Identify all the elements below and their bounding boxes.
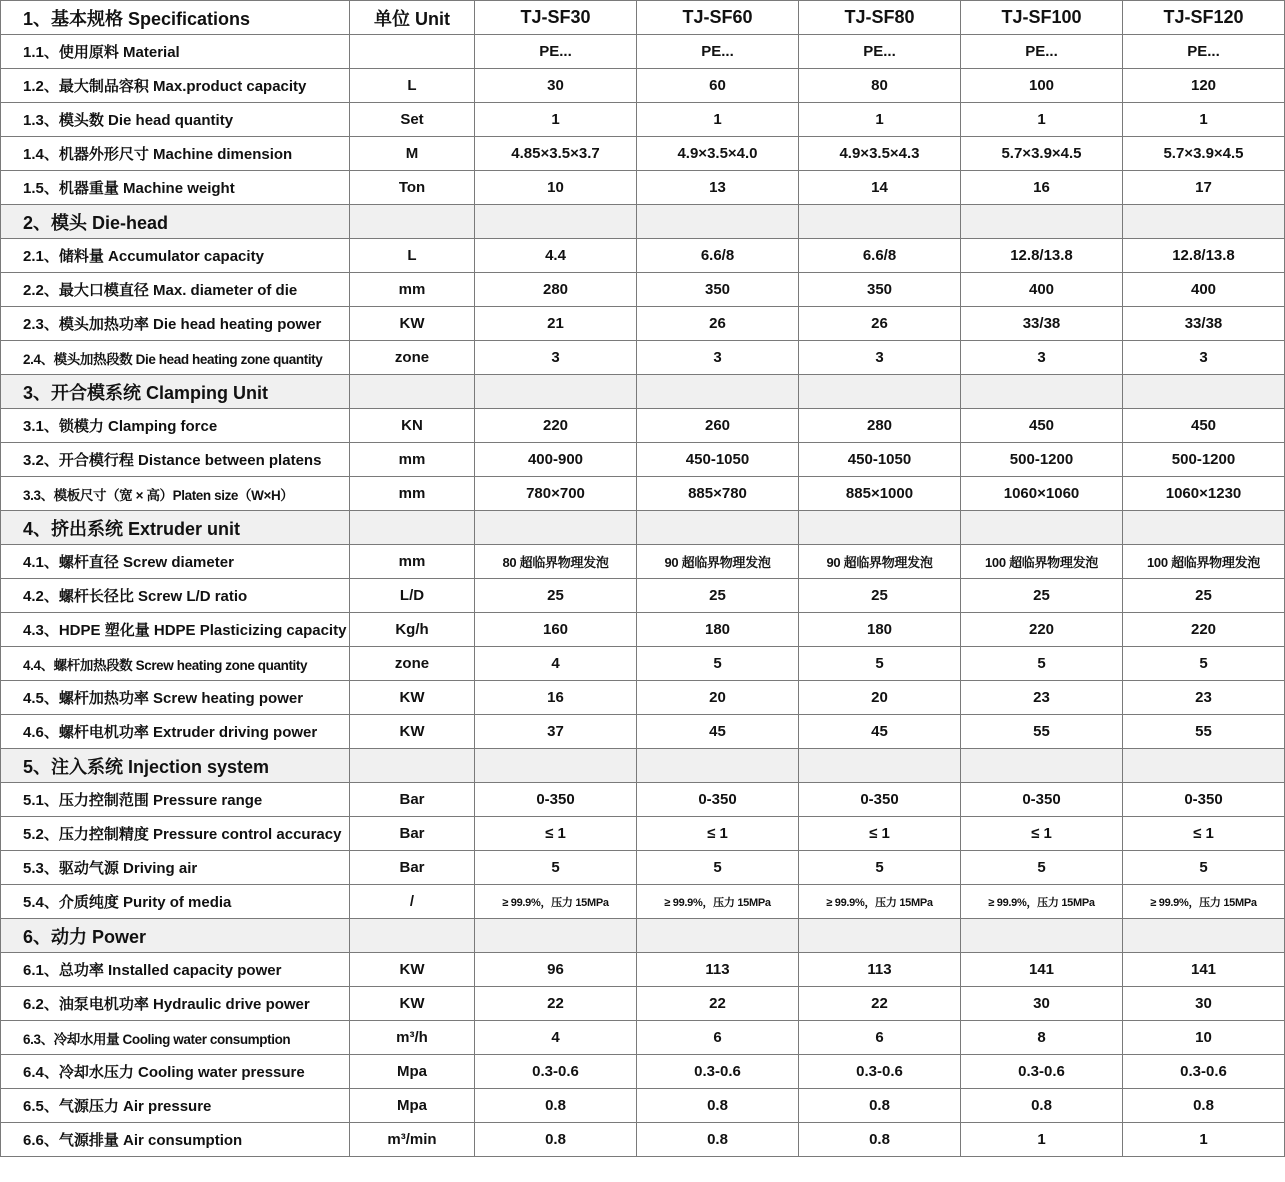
section-title: 3、开合模系统 Clamping Unit xyxy=(1,375,350,409)
section-empty-cell xyxy=(475,919,637,953)
value-cell: 1 xyxy=(1123,1123,1285,1157)
value-cell: ≤ 1 xyxy=(1123,817,1285,851)
section-empty-cell xyxy=(350,749,475,783)
value-cell: 1 xyxy=(799,103,961,137)
unit-cell: KW xyxy=(350,953,475,987)
value-cell: 100 超临界物理发泡 xyxy=(1123,545,1285,579)
value-cell: 220 xyxy=(475,409,637,443)
unit-cell: zone xyxy=(350,341,475,375)
value-cell: 55 xyxy=(1123,715,1285,749)
table-row xyxy=(1,35,1285,69)
value-cell: 400 xyxy=(961,273,1123,307)
value-cell: 885×1000 xyxy=(799,477,961,511)
unit-cell: Mpa xyxy=(350,1055,475,1089)
spec-label: 2.2、最大口模直径 Max. diameter of die xyxy=(1,273,350,307)
value-cell: 780×700 xyxy=(475,477,637,511)
value-cell: 90 超临界物理发泡 xyxy=(799,545,961,579)
spec-label: 1.3、模头数 Die head quantity xyxy=(1,103,350,137)
table-row xyxy=(1,783,1285,817)
table-row xyxy=(1,647,1285,681)
value-cell: 500-1200 xyxy=(961,443,1123,477)
value-cell: 55 xyxy=(961,715,1123,749)
section-empty-cell xyxy=(637,375,799,409)
value-cell: ≥ 99.9%，压力 15MPa xyxy=(799,885,961,919)
table-row xyxy=(1,273,1285,307)
value-cell: 0.3-0.6 xyxy=(1123,1055,1285,1089)
section-title: 6、动力 Power xyxy=(1,919,350,953)
value-cell: 450 xyxy=(961,409,1123,443)
spec-label: 5.2、压力控制精度 Pressure control accuracy xyxy=(1,817,350,851)
header-row xyxy=(1,1,1285,35)
section-header-row xyxy=(1,511,1285,545)
unit-cell: M xyxy=(350,137,475,171)
section-empty-cell xyxy=(961,375,1123,409)
unit-cell: Ton xyxy=(350,171,475,205)
section-header-row xyxy=(1,205,1285,239)
value-cell: 1 xyxy=(637,103,799,137)
section-header-row xyxy=(1,375,1285,409)
table-row xyxy=(1,477,1285,511)
section-title: 5、注入系统 Injection system xyxy=(1,749,350,783)
value-cell: 5 xyxy=(1123,851,1285,885)
unit-cell: m³/min xyxy=(350,1123,475,1157)
table-row xyxy=(1,715,1285,749)
table-row xyxy=(1,307,1285,341)
section-empty-cell xyxy=(799,511,961,545)
table-row xyxy=(1,1123,1285,1157)
value-cell: 3 xyxy=(637,341,799,375)
value-cell: 0-350 xyxy=(475,783,637,817)
value-cell: 0.8 xyxy=(799,1089,961,1123)
table-row xyxy=(1,1089,1285,1123)
value-cell: 220 xyxy=(961,613,1123,647)
table-row xyxy=(1,681,1285,715)
value-cell: 21 xyxy=(475,307,637,341)
table-row xyxy=(1,137,1285,171)
unit-cell: Set xyxy=(350,103,475,137)
value-cell: 30 xyxy=(1123,987,1285,1021)
model-header: TJ-SF100 xyxy=(961,1,1123,35)
value-cell: 1060×1060 xyxy=(961,477,1123,511)
value-cell: 23 xyxy=(961,681,1123,715)
section-empty-cell xyxy=(475,749,637,783)
value-cell: 4.4 xyxy=(475,239,637,273)
value-cell: 400 xyxy=(1123,273,1285,307)
value-cell: 1 xyxy=(961,103,1123,137)
spec-label: 3.1、锁模力 Clamping force xyxy=(1,409,350,443)
section-empty-cell xyxy=(637,511,799,545)
value-cell: 160 xyxy=(475,613,637,647)
section-empty-cell xyxy=(799,749,961,783)
section-empty-cell xyxy=(799,375,961,409)
value-cell: 180 xyxy=(799,613,961,647)
value-cell: 96 xyxy=(475,953,637,987)
value-cell: 25 xyxy=(799,579,961,613)
value-cell: 45 xyxy=(637,715,799,749)
value-cell: 100 超临界物理发泡 xyxy=(961,545,1123,579)
value-cell: 141 xyxy=(1123,953,1285,987)
value-cell: 3 xyxy=(799,341,961,375)
value-cell: 5 xyxy=(637,851,799,885)
value-cell: PE... xyxy=(475,35,637,69)
value-cell: 0.3-0.6 xyxy=(637,1055,799,1089)
value-cell: ≤ 1 xyxy=(637,817,799,851)
value-cell: PE... xyxy=(799,35,961,69)
value-cell: 12.8/13.8 xyxy=(1123,239,1285,273)
table-row xyxy=(1,69,1285,103)
value-cell: 280 xyxy=(799,409,961,443)
unit-cell: L/D xyxy=(350,579,475,613)
value-cell: 260 xyxy=(637,409,799,443)
unit-column-header: 单位 Unit xyxy=(350,1,475,35)
unit-cell: KW xyxy=(350,987,475,1021)
spec-label: 4.4、螺杆加热段数 Screw heating zone quantity xyxy=(1,647,350,681)
section-empty-cell xyxy=(350,205,475,239)
table-row xyxy=(1,409,1285,443)
section-empty-cell xyxy=(799,205,961,239)
value-cell: 45 xyxy=(799,715,961,749)
table-row xyxy=(1,579,1285,613)
section-empty-cell xyxy=(799,919,961,953)
table-row xyxy=(1,239,1285,273)
section-title: 4、挤出系统 Extruder unit xyxy=(1,511,350,545)
section-title-specifications: 1、基本规格 Specifications xyxy=(1,1,350,35)
value-cell: 1 xyxy=(1123,103,1285,137)
value-cell: 10 xyxy=(475,171,637,205)
model-header: TJ-SF80 xyxy=(799,1,961,35)
value-cell: 350 xyxy=(637,273,799,307)
section-empty-cell xyxy=(961,511,1123,545)
value-cell: 25 xyxy=(961,579,1123,613)
value-cell: 0-350 xyxy=(799,783,961,817)
value-cell: 113 xyxy=(799,953,961,987)
section-title: 2、模头 Die-head xyxy=(1,205,350,239)
value-cell: 22 xyxy=(475,987,637,1021)
value-cell: 0.8 xyxy=(1123,1089,1285,1123)
value-cell: 100 xyxy=(961,69,1123,103)
model-header: TJ-SF120 xyxy=(1123,1,1285,35)
value-cell: 280 xyxy=(475,273,637,307)
section-header-row xyxy=(1,749,1285,783)
value-cell: 60 xyxy=(637,69,799,103)
unit-cell: KN xyxy=(350,409,475,443)
unit-cell: Bar xyxy=(350,851,475,885)
spec-label: 2.1、储料量 Accumulator capacity xyxy=(1,239,350,273)
value-cell: 1 xyxy=(475,103,637,137)
unit-cell: mm xyxy=(350,545,475,579)
value-cell: 5.7×3.9×4.5 xyxy=(961,137,1123,171)
value-cell: 0.8 xyxy=(475,1089,637,1123)
unit-cell: L xyxy=(350,69,475,103)
unit-cell: Kg/h xyxy=(350,613,475,647)
value-cell: 4.85×3.5×3.7 xyxy=(475,137,637,171)
section-empty-cell xyxy=(1123,511,1285,545)
value-cell: 450 xyxy=(1123,409,1285,443)
value-cell: 30 xyxy=(961,987,1123,1021)
value-cell: 0.3-0.6 xyxy=(961,1055,1123,1089)
spec-label: 1.4、机器外形尺寸 Machine dimension xyxy=(1,137,350,171)
value-cell: 5 xyxy=(637,647,799,681)
section-empty-cell xyxy=(350,919,475,953)
unit-cell xyxy=(350,35,475,69)
section-empty-cell xyxy=(961,919,1123,953)
value-cell: 14 xyxy=(799,171,961,205)
value-cell: 16 xyxy=(475,681,637,715)
spec-label: 6.4、冷却水压力 Cooling water pressure xyxy=(1,1055,350,1089)
value-cell: 16 xyxy=(961,171,1123,205)
spec-label: 4.5、螺杆加热功率 Screw heating power xyxy=(1,681,350,715)
value-cell: 25 xyxy=(637,579,799,613)
section-empty-cell xyxy=(1123,205,1285,239)
table-row xyxy=(1,171,1285,205)
section-empty-cell xyxy=(637,749,799,783)
spec-label: 1.2、最大制品容积 Max.product capacity xyxy=(1,69,350,103)
spec-label: 6.1、总功率 Installed capacity power xyxy=(1,953,350,987)
unit-cell: L xyxy=(350,239,475,273)
value-cell: 120 xyxy=(1123,69,1285,103)
spec-label: 1.1、使用原料 Material xyxy=(1,35,350,69)
section-empty-cell xyxy=(350,375,475,409)
section-empty-cell xyxy=(637,919,799,953)
value-cell: 141 xyxy=(961,953,1123,987)
value-cell: 350 xyxy=(799,273,961,307)
unit-cell: KW xyxy=(350,681,475,715)
value-cell: 885×780 xyxy=(637,477,799,511)
section-empty-cell xyxy=(1123,749,1285,783)
section-empty-cell xyxy=(475,205,637,239)
spec-label: 4.3、HDPE 塑化量 HDPE Plasticizing capacity xyxy=(1,613,350,647)
value-cell: ≥ 99.9%，压力 15MPa xyxy=(1123,885,1285,919)
section-empty-cell xyxy=(1123,375,1285,409)
table-row xyxy=(1,545,1285,579)
value-cell: 80 xyxy=(799,69,961,103)
value-cell: 0-350 xyxy=(1123,783,1285,817)
value-cell: ≥ 99.9%，压力 15MPa xyxy=(961,885,1123,919)
spec-label: 6.3、冷却水用量 Cooling water consumption xyxy=(1,1021,350,1055)
value-cell: 4 xyxy=(475,647,637,681)
value-cell: 5 xyxy=(961,647,1123,681)
table-row xyxy=(1,817,1285,851)
value-cell: 0.8 xyxy=(961,1089,1123,1123)
value-cell: 8 xyxy=(961,1021,1123,1055)
spec-label: 5.4、介质纯度 Purity of media xyxy=(1,885,350,919)
value-cell: 1 xyxy=(961,1123,1123,1157)
table-row xyxy=(1,1021,1285,1055)
value-cell: ≥ 99.9%，压力 15MPa xyxy=(637,885,799,919)
unit-cell: mm xyxy=(350,477,475,511)
value-cell: 450-1050 xyxy=(799,443,961,477)
value-cell: 22 xyxy=(637,987,799,1021)
model-header: TJ-SF60 xyxy=(637,1,799,35)
value-cell: 0.3-0.6 xyxy=(799,1055,961,1089)
unit-cell: Mpa xyxy=(350,1089,475,1123)
section-empty-cell xyxy=(961,205,1123,239)
table-row xyxy=(1,953,1285,987)
value-cell: 3 xyxy=(961,341,1123,375)
value-cell: 80 超临界物理发泡 xyxy=(475,545,637,579)
value-cell: 17 xyxy=(1123,171,1285,205)
value-cell: 0.8 xyxy=(475,1123,637,1157)
value-cell: 5 xyxy=(799,851,961,885)
table-row xyxy=(1,987,1285,1021)
spec-label: 3.2、开合模行程 Distance between platens xyxy=(1,443,350,477)
value-cell: 3 xyxy=(475,341,637,375)
value-cell: 25 xyxy=(475,579,637,613)
value-cell: 6 xyxy=(637,1021,799,1055)
value-cell: 20 xyxy=(799,681,961,715)
value-cell: ≤ 1 xyxy=(961,817,1123,851)
value-cell: 0-350 xyxy=(637,783,799,817)
value-cell: 33/38 xyxy=(1123,307,1285,341)
value-cell: PE... xyxy=(961,35,1123,69)
section-empty-cell xyxy=(350,511,475,545)
value-cell: 0.3-0.6 xyxy=(475,1055,637,1089)
section-empty-cell xyxy=(475,511,637,545)
unit-cell: Bar xyxy=(350,817,475,851)
value-cell: 10 xyxy=(1123,1021,1285,1055)
unit-cell: Bar xyxy=(350,783,475,817)
value-cell: 22 xyxy=(799,987,961,1021)
section-header-row xyxy=(1,919,1285,953)
value-cell: 90 超临界物理发泡 xyxy=(637,545,799,579)
value-cell: 500-1200 xyxy=(1123,443,1285,477)
value-cell: 0.8 xyxy=(799,1123,961,1157)
value-cell: 5.7×3.9×4.5 xyxy=(1123,137,1285,171)
value-cell: PE... xyxy=(637,35,799,69)
value-cell: 5 xyxy=(1123,647,1285,681)
value-cell: ≤ 1 xyxy=(799,817,961,851)
table-row xyxy=(1,885,1285,919)
table-row xyxy=(1,1055,1285,1089)
value-cell: 20 xyxy=(637,681,799,715)
value-cell: 5 xyxy=(799,647,961,681)
section-empty-cell xyxy=(1123,919,1285,953)
value-cell: 33/38 xyxy=(961,307,1123,341)
value-cell: 12.8/13.8 xyxy=(961,239,1123,273)
value-cell: 25 xyxy=(1123,579,1285,613)
unit-cell: KW xyxy=(350,307,475,341)
spec-label: 2.3、模头加热功率 Die head heating power xyxy=(1,307,350,341)
spec-label: 6.2、油泵电机功率 Hydraulic drive power xyxy=(1,987,350,1021)
value-cell: 400-900 xyxy=(475,443,637,477)
value-cell: ≥ 99.9%，压力 15MPa xyxy=(475,885,637,919)
value-cell: 220 xyxy=(1123,613,1285,647)
value-cell: 4.9×3.5×4.3 xyxy=(799,137,961,171)
table-row xyxy=(1,103,1285,137)
spec-table-body xyxy=(1,35,1285,1157)
value-cell: 180 xyxy=(637,613,799,647)
value-cell: 0.8 xyxy=(637,1123,799,1157)
unit-cell: zone xyxy=(350,647,475,681)
value-cell: 4 xyxy=(475,1021,637,1055)
value-cell: 6.6/8 xyxy=(799,239,961,273)
spec-label: 6.5、气源压力 Air pressure xyxy=(1,1089,350,1123)
value-cell: 13 xyxy=(637,171,799,205)
unit-cell: m³/h xyxy=(350,1021,475,1055)
table-row xyxy=(1,613,1285,647)
section-empty-cell xyxy=(637,205,799,239)
value-cell: PE... xyxy=(1123,35,1285,69)
value-cell: 1060×1230 xyxy=(1123,477,1285,511)
spec-label: 4.2、螺杆长径比 Screw L/D ratio xyxy=(1,579,350,613)
unit-cell: / xyxy=(350,885,475,919)
value-cell: 3 xyxy=(1123,341,1285,375)
unit-cell: KW xyxy=(350,715,475,749)
unit-cell: mm xyxy=(350,273,475,307)
value-cell: 5 xyxy=(961,851,1123,885)
spec-label: 4.1、螺杆直径 Screw diameter xyxy=(1,545,350,579)
table-row xyxy=(1,851,1285,885)
value-cell: 0.8 xyxy=(637,1089,799,1123)
spec-label: 3.3、模板尺寸（宽 × 高）Platen size（W×H） xyxy=(1,477,350,511)
value-cell: 37 xyxy=(475,715,637,749)
value-cell: 23 xyxy=(1123,681,1285,715)
value-cell: 6 xyxy=(799,1021,961,1055)
model-header: TJ-SF30 xyxy=(475,1,637,35)
unit-cell: mm xyxy=(350,443,475,477)
value-cell: 5 xyxy=(475,851,637,885)
spec-label: 2.4、模头加热段数 Die head heating zone quantity xyxy=(1,341,350,375)
section-empty-cell xyxy=(961,749,1123,783)
section-empty-cell xyxy=(475,375,637,409)
spec-label: 4.6、螺杆电机功率 Extruder driving power xyxy=(1,715,350,749)
value-cell: 6.6/8 xyxy=(637,239,799,273)
spec-label: 6.6、气源排量 Air consumption xyxy=(1,1123,350,1157)
value-cell: 0-350 xyxy=(961,783,1123,817)
value-cell: ≤ 1 xyxy=(475,817,637,851)
value-cell: 113 xyxy=(637,953,799,987)
spec-label: 1.5、机器重量 Machine weight xyxy=(1,171,350,205)
spec-label: 5.3、驱动气源 Driving air xyxy=(1,851,350,885)
value-cell: 26 xyxy=(799,307,961,341)
value-cell: 450-1050 xyxy=(637,443,799,477)
table-row xyxy=(1,341,1285,375)
value-cell: 26 xyxy=(637,307,799,341)
table-row xyxy=(1,443,1285,477)
spec-label: 5.1、压力控制范围 Pressure range xyxy=(1,783,350,817)
value-cell: 4.9×3.5×4.0 xyxy=(637,137,799,171)
value-cell: 30 xyxy=(475,69,637,103)
